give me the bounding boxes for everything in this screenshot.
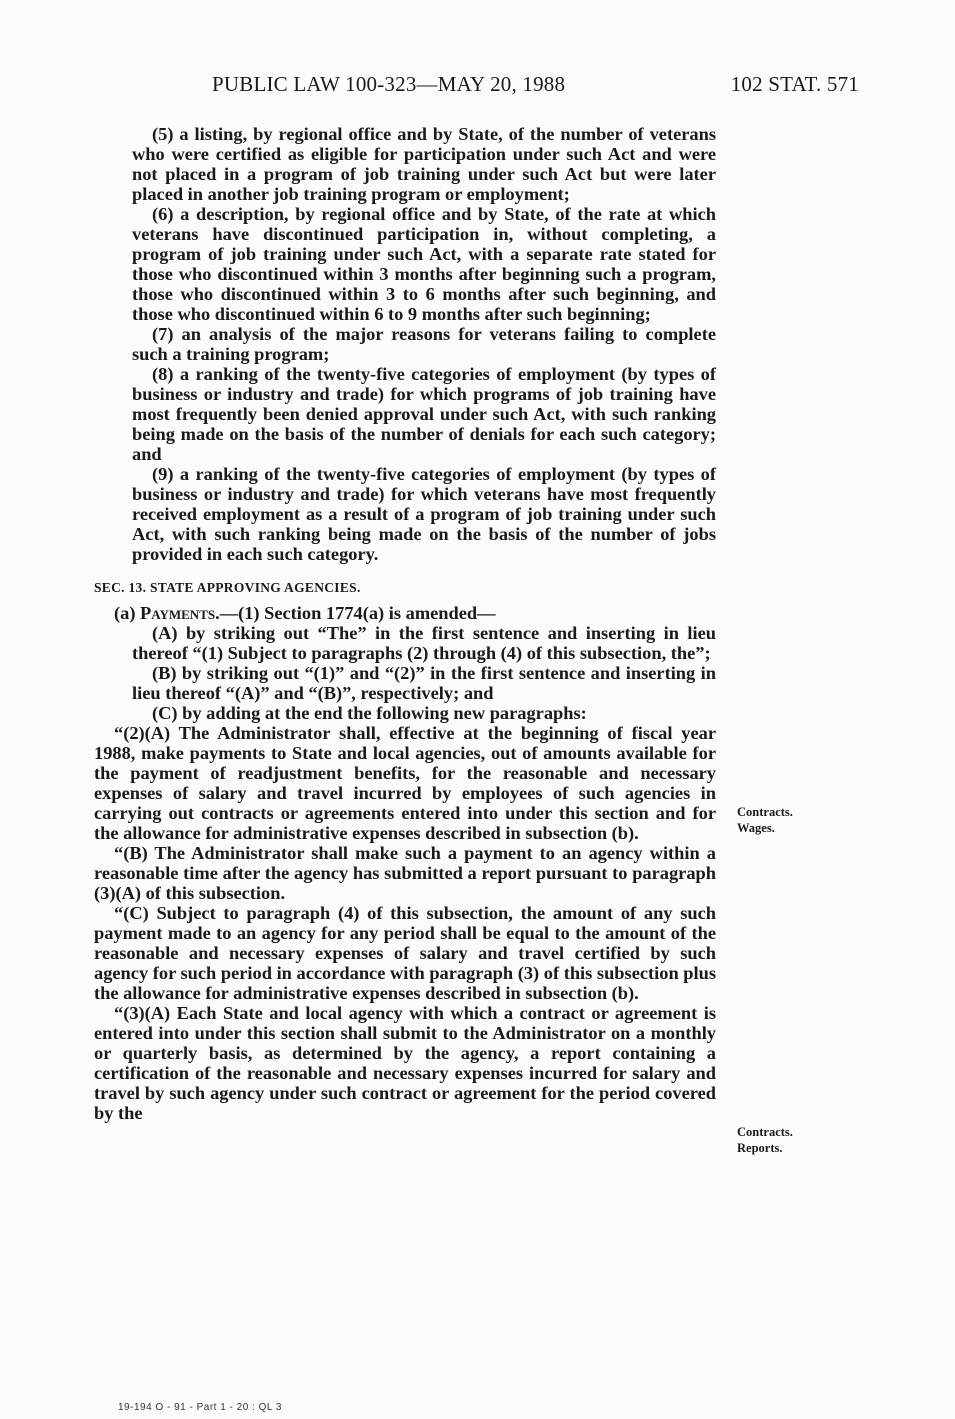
margin-note-line: Reports. xyxy=(737,1141,783,1155)
quoted-paragraph-2A: “(2)(A) The Administrator shall, effective at the beginning of fiscal year 1988, make payments to State and local agencies, out of amounts available for the payment of readjustment benefits, for the reasonable and necessary expenses of salary and travel incurred by employees of such agencies in carrying out contracts or agreements entered into under this section and for the allowance for administrative expenses described in subsection (b). xyxy=(94,723,716,843)
page-header xyxy=(212,72,859,102)
printer-footer: 19-194 O - 91 - Part 1 - 20 : QL 3 xyxy=(118,1402,282,1413)
clause-A: (A) by striking out “The” in the first sentence and inserting in lieu thereof “(1) Subject to paragraphs (2) through (4) of this subsection, the”; xyxy=(132,623,716,663)
running-title: PUBLIC LAW 100-323—MAY 20, 1988 xyxy=(212,72,566,96)
margin-note-contracts-reports xyxy=(737,1124,793,1156)
paragraph-8: (8) a ranking of the twenty-five categories of employment (by types of business or industry and trade) for which programs of job training have most frequently been denied approval under such Act, with such ranking being made on the basis of the number of denials for each such category; and xyxy=(132,364,716,464)
quoted-paragraph-2B: “(B) The Administrator shall make such a payment to an agency within a reasonable time after the agency has submitted a report pursuant to paragraph (3)(A) of this subsection. xyxy=(94,843,716,903)
subsection-a-label: (a) xyxy=(114,603,141,623)
clause-B: (B) by striking out “(1)” and “(2)” in the first sentence and inserting in lieu thereof “(A)” and “(B)”, respectively; and xyxy=(132,663,716,703)
paragraph-6: (6) a description, by regional office and by State, of the rate at which veterans have discontinued participation in, without completing, a program of job training under such Act, with a separate rate stated for those who discontinued within 3 months after beginning such a program, those who discontinued within 3 to 6 months after such beginning, and those who discontinued within 6 to 9 months after such beginning; xyxy=(132,204,716,324)
quoted-paragraph-3A: “(3)(A) Each State and local agency with which a contract or agreement is entered into under this section shall submit to the Administrator on a monthly or quarterly basis, as determined by the agency, a report containing a certification of the reasonable and necessary expenses incurred for salary and travel by such agency under such contract or agreement for the period covered by the xyxy=(94,1003,716,1123)
paragraph-7: (7) an analysis of the major reasons for veterans failing to complete such a training program; xyxy=(132,324,716,364)
subsection-a-text: .—(1) Section 1774(a) is amended— xyxy=(215,603,496,623)
subsection-a-title: Payments xyxy=(140,603,216,623)
paragraph-5: (5) a listing, by regional office and by State, of the number of veterans who were certified as eligible for participation under such Act and were not placed in a program of job training under such Act but were later placed in another job training program or employment; xyxy=(132,124,716,204)
clause-C: (C) by adding at the end the following new paragraphs: xyxy=(152,703,587,723)
subsection-a xyxy=(94,603,716,623)
body-text xyxy=(94,124,716,1123)
margin-note-line: Wages. xyxy=(737,821,775,835)
quoted-paragraph-2C: “(C) Subject to paragraph (4) of this subsection, the amount of any such payment made to an agency for any period shall be equal to the amount of the reasonable and necessary expenses of salary and travel certified by such agency for such period in accordance with paragraph (3) of this subsection plus the allowance for administrative expenses described in subsection (b). xyxy=(94,903,716,1003)
section-heading: SEC. 13. STATE APPROVING AGENCIES. xyxy=(94,580,361,595)
margin-note-line: Contracts. xyxy=(737,805,793,819)
statute-page-number: 102 STAT. 571 xyxy=(730,72,859,96)
paragraph-9: (9) a ranking of the twenty-five categories of employment (by types of business or industry and trade) for which veterans have most frequently received employment as a result of a program of job training under such Act, with such ranking being made on the basis of the number of jobs provided in each such category. xyxy=(132,464,716,564)
margin-note-line: Contracts. xyxy=(737,1125,793,1139)
margin-note-contracts-wages xyxy=(737,804,793,836)
